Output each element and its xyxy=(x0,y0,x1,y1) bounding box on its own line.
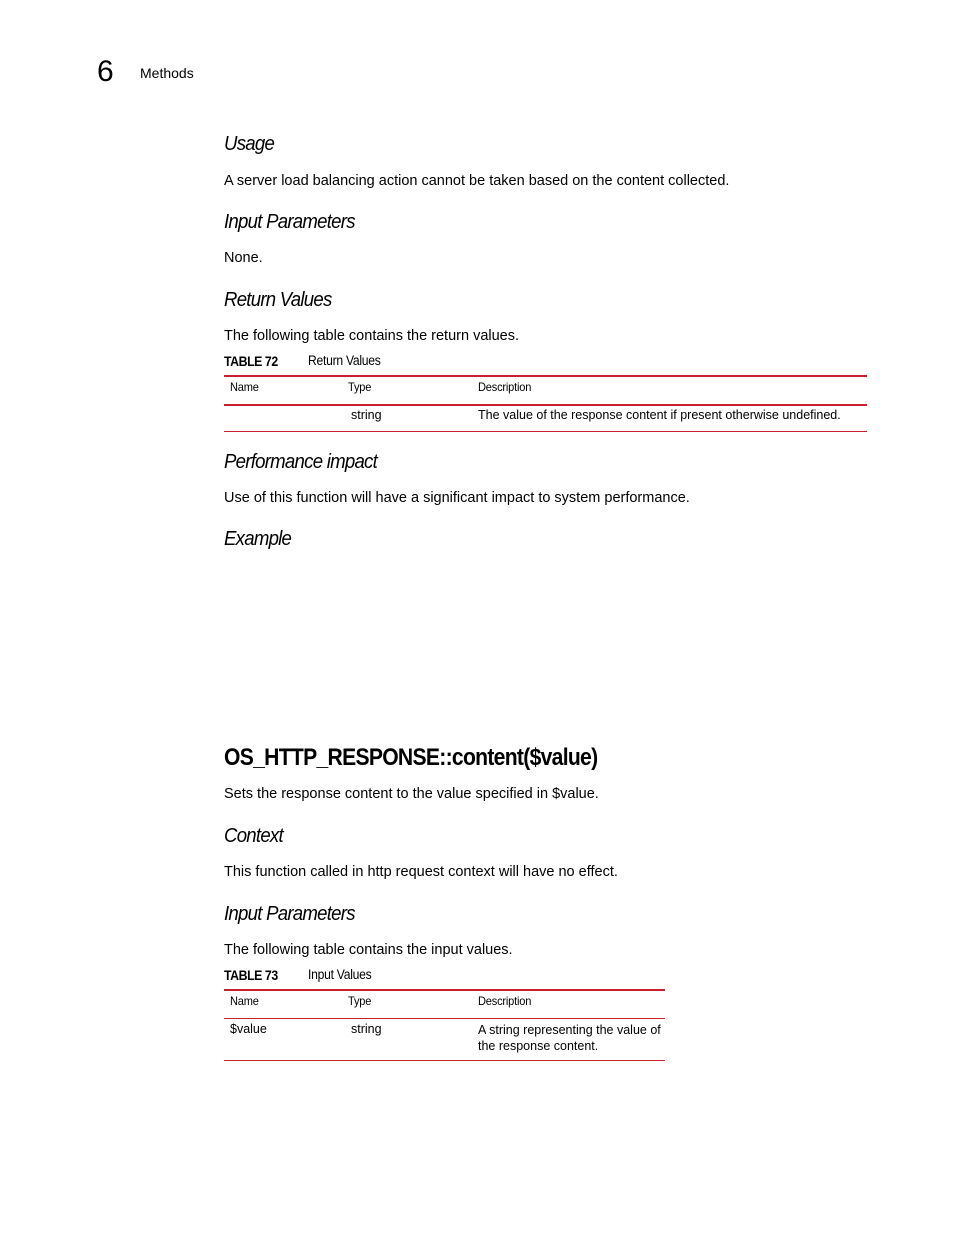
table-cell-name: $value xyxy=(230,1022,267,1036)
table-bottom-rule xyxy=(224,431,867,432)
input-parameters-heading-2: Input Parameters xyxy=(224,903,355,925)
table-cell-type: string xyxy=(351,408,382,422)
performance-impact-text: Use of this function will have a significant impact to system performance. xyxy=(224,490,690,506)
chapter-number: 6 xyxy=(97,55,114,88)
input-parameters-heading: Input Parameters xyxy=(224,211,355,233)
table-header-type: Type xyxy=(348,380,372,394)
method-title: OS_HTTP_RESPONSE::content($value) xyxy=(224,744,598,771)
context-text: This function called in http request context will have no effect. xyxy=(224,864,618,880)
example-heading: Example xyxy=(224,528,292,550)
table-top-rule xyxy=(224,375,867,377)
context-heading: Context xyxy=(224,825,283,847)
table-72-title: Return Values xyxy=(308,353,381,368)
return-values-heading: Return Values xyxy=(224,289,332,311)
input-parameters-text-2: The following table contains the input values. xyxy=(224,942,513,958)
chapter-title: Methods xyxy=(140,65,194,81)
table-header-type: Type xyxy=(348,994,372,1008)
table-cell-description: A string representing the value of the response content. xyxy=(478,1023,661,1053)
method-intro: Sets the response content to the value specified in $value. xyxy=(224,786,599,802)
usage-text: A server load balancing action cannot be taken based on the content collected. xyxy=(224,173,730,189)
table-header-name: Name xyxy=(230,994,259,1008)
table-bottom-rule xyxy=(224,1060,665,1061)
table-header-description: Description xyxy=(478,380,532,394)
table-header-description: Description xyxy=(478,994,532,1008)
usage-heading: Usage xyxy=(224,133,275,155)
table-73-title: Input Values xyxy=(308,967,372,982)
table-cell-type: string xyxy=(351,1022,382,1036)
table-header-name: Name xyxy=(230,380,259,394)
table-73-caption: TABLE 73 xyxy=(224,967,278,983)
table-top-rule xyxy=(224,989,665,991)
table-cell-description: The value of the response content if present otherwise undefined. xyxy=(478,408,841,422)
table-header-rule xyxy=(224,1018,665,1019)
performance-impact-heading: Performance impact xyxy=(224,451,378,473)
table-header-rule xyxy=(224,404,867,406)
table-72-caption: TABLE 72 xyxy=(224,353,278,369)
input-parameters-text: None. xyxy=(224,250,263,266)
return-values-text: The following table contains the return values. xyxy=(224,328,520,344)
